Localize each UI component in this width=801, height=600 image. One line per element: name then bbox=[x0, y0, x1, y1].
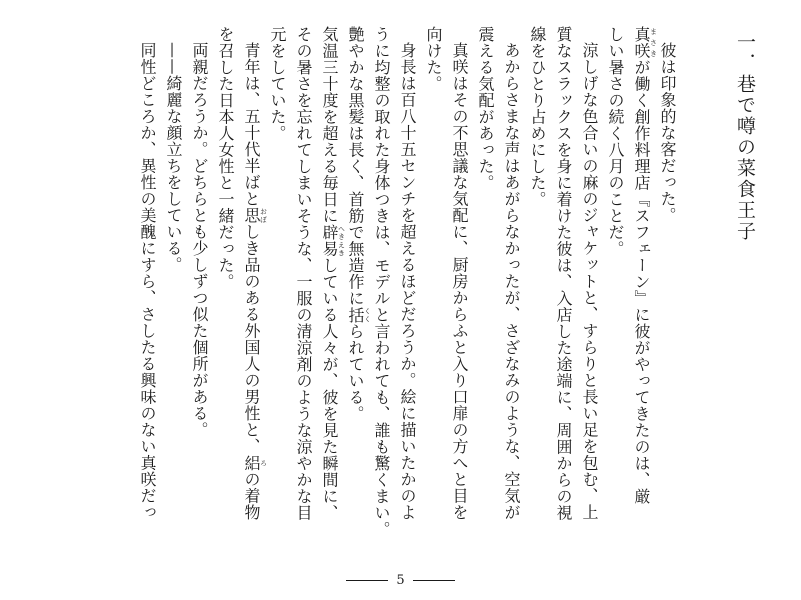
body-line-4: 涼しげな色合いの麻のジャケットと、すらりと長い足を包む、上 bbox=[580, 42, 599, 521]
body-line-15: その暑さを忘れてしまいそうな、一服の清涼剤のような涼やかな目 bbox=[294, 26, 313, 521]
page-number bbox=[0, 573, 801, 588]
body-line-12: うに均整の取れた身体つきは、モデルと言われても、誰も驚くまい。 bbox=[372, 26, 391, 538]
body-line-19: 両親だろうか。どちらとも少しずつ似た個所がある。 bbox=[190, 42, 209, 438]
ruby-masaki: 真咲まさき bbox=[632, 26, 658, 59]
body-line-7: あからさまな声はあがらなかったが、さざなみのような、空気が bbox=[502, 42, 521, 521]
page-number-text: 5 bbox=[396, 573, 405, 588]
body-line-9: 真咲はその不思議な気配に、厨房からふと入り口扉の方へと目を bbox=[450, 42, 469, 521]
body-line-20: ——綺麗な顔立ちをしている。 bbox=[164, 42, 183, 273]
ruby-hekieki: 辟易へきえき bbox=[320, 224, 346, 257]
body-line-21: 同性どころか、異性の美醜にすら、さしたる興味のない真咲だっ bbox=[138, 42, 157, 521]
folio-rule-right bbox=[413, 580, 455, 581]
body-line-2: 真咲まさきが働く創作料理店『スフェーン』に彼がやってきたのは、厳 bbox=[632, 26, 658, 505]
ruby-obo: 思おぼ bbox=[242, 207, 268, 224]
body-line-13: 艶やかな黒髪は長く、首筋で無造作に括くくられている。 bbox=[346, 26, 372, 422]
body-line-8: 震える気配があった。 bbox=[476, 26, 495, 191]
body-line-1: 彼は印象的な客だった。 bbox=[658, 42, 677, 224]
body-line-6: 線をひとり占めにした。 bbox=[528, 26, 547, 208]
body-line-11: 身長は百八十五センチを超えるほどだろうか。絵に描いたかのよ bbox=[398, 42, 417, 521]
body-line-14: 気温三十度を超える毎日に辟易へきえきしている人々が、彼を見た瞬間に、 bbox=[320, 26, 346, 521]
body-line-5: 質なスラックスを身に着けた彼は、入店した途端に、周囲からの視 bbox=[554, 26, 573, 521]
ruby-kuku: 括くく bbox=[346, 306, 372, 323]
body-line-16: 元をしていた。 bbox=[268, 26, 287, 142]
body-line-3: しい暑さの続く八月のことだ。 bbox=[606, 26, 625, 257]
body-line-18: を召した日本人女性と一緒だった。 bbox=[216, 26, 235, 290]
folio-rule-left bbox=[346, 580, 388, 581]
ruby-ro: 絽ろ bbox=[242, 454, 268, 471]
body-line-10: 向けた。 bbox=[424, 26, 443, 92]
chapter-title: 一．巷で噂の菜食王子 bbox=[734, 32, 756, 242]
body-line-17: 青年は、五十代半ばと思おぼしき品のある外国人の男性と、絽ろの着物 bbox=[242, 42, 268, 521]
